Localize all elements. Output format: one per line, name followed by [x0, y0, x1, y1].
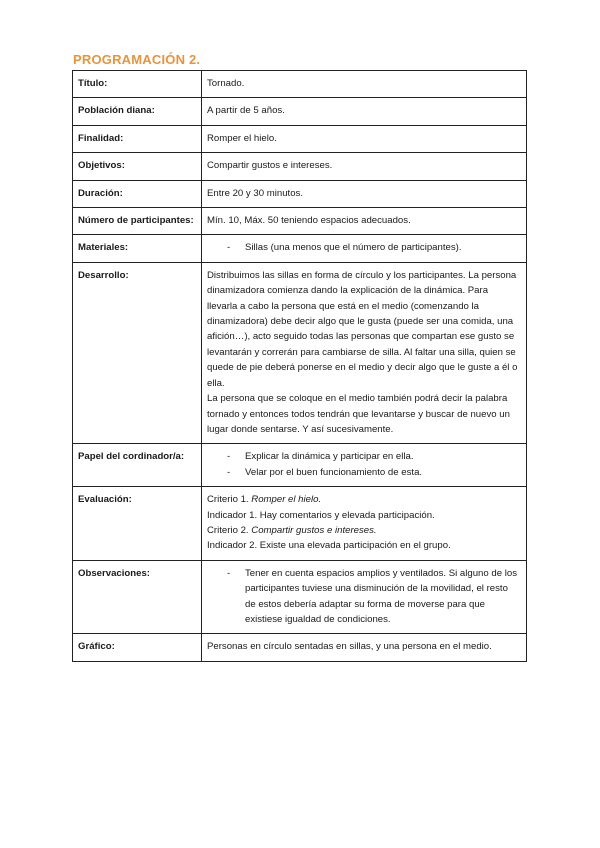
observations-list [207, 566, 521, 628]
row-label: Finalidad: [73, 125, 202, 152]
row-value: Personas en círculo sentadas en sillas, y una persona en el medio. [202, 634, 527, 661]
row-label: Evaluación: [73, 487, 202, 561]
development-paragraph: Distribuimos las sillas en forma de círculo y los participantes. La persona dinamizadora comienza dando la explicación de la dinámica. Para llevarla a cabo la persona que está en el medio (comenzando la dinamizadora) debe decir algo que le gusta (puede ser una comida, una afición…), acto seguido todas las personas que compartan ese gusto se levantarán y correrán para cambiarse de silla. Al faltar una silla, quien se quede de pie deberá ponerse en el medio y decir algo que le guste a él o ella. [207, 269, 518, 389]
table-row-participantes [73, 208, 527, 235]
row-label: Gráfico: [73, 634, 202, 661]
coordinator-role-list [207, 449, 521, 480]
row-value [202, 235, 527, 262]
indicator-2: Indicador 2. Existe una elevada participación en el grupo. [207, 540, 451, 552]
row-value: Romper el hielo. [202, 125, 527, 152]
row-value: Compartir gustos e intereses. [202, 153, 527, 180]
row-label: Materiales: [73, 235, 202, 262]
row-value [202, 487, 527, 561]
indicator-1: Indicador 1. Hay comentarios y elevada participación. [207, 509, 435, 521]
row-label: Objetivos: [73, 153, 202, 180]
row-value [202, 262, 527, 443]
row-label: Población diana: [73, 98, 202, 125]
list-item: - Sillas (una menos que el número de participantes). [227, 240, 521, 255]
table-row-duracion [73, 180, 527, 207]
row-label: Observaciones: [73, 560, 202, 634]
row-value: Tornado. [202, 71, 527, 98]
table-row-grafico [73, 634, 527, 661]
row-label: Papel del cordinador/a: [73, 444, 202, 487]
list-item: - Tener en cuenta espacios amplios y ventilados. Si alguno de los participantes tuviese una disminución de la movilidad, el resto de estos debería adaptar su forma de moverse para que existiese igualdad de condiciones. [227, 566, 521, 628]
row-value [202, 560, 527, 634]
development-paragraph: La persona que se coloque en el medio también podrá decir la palabra tornado y entonces todos tendrán que levantarse y buscar de nuevo un lugar donde sentarse. Y así sucesivamente. [207, 393, 510, 435]
list-item: - Velar por el buen funcionamiento de esta. [227, 465, 521, 480]
row-value: Mín. 10, Máx. 50 teniendo espacios adecuados. [202, 208, 527, 235]
criterion-prefix: Criterio 2. [207, 524, 249, 536]
table-row-materiales [73, 235, 527, 262]
table-row-titulo [73, 71, 527, 98]
page-title: PROGRAMACIÓN 2. [73, 52, 201, 67]
row-label: Número de participantes: [73, 208, 202, 235]
table-row-finalidad [73, 125, 527, 152]
criterion-prefix: Criterio 1. [207, 494, 249, 506]
row-value [202, 444, 527, 487]
row-value: Entre 20 y 30 minutos. [202, 180, 527, 207]
table-row-papel [73, 444, 527, 487]
list-item: - Explicar la dinámica y participar en ella. [227, 449, 521, 464]
table-row-desarrollo [73, 262, 527, 443]
criterion-text: Compartir gustos e intereses. [251, 524, 377, 536]
table-row-objetivos [73, 153, 527, 180]
criterion-text: Romper el hielo. [251, 494, 322, 506]
row-label: Duración: [73, 180, 202, 207]
program-table [72, 70, 527, 662]
criterion-1 [207, 492, 521, 507]
criterion-2 [207, 523, 521, 538]
materials-list [207, 240, 521, 255]
row-value: A partir de 5 años. [202, 98, 527, 125]
row-label: Título: [73, 71, 202, 98]
table-row-evaluacion [73, 487, 527, 561]
table-row-observaciones [73, 560, 527, 634]
row-label: Desarrollo: [73, 262, 202, 443]
table-row-poblacion [73, 98, 527, 125]
